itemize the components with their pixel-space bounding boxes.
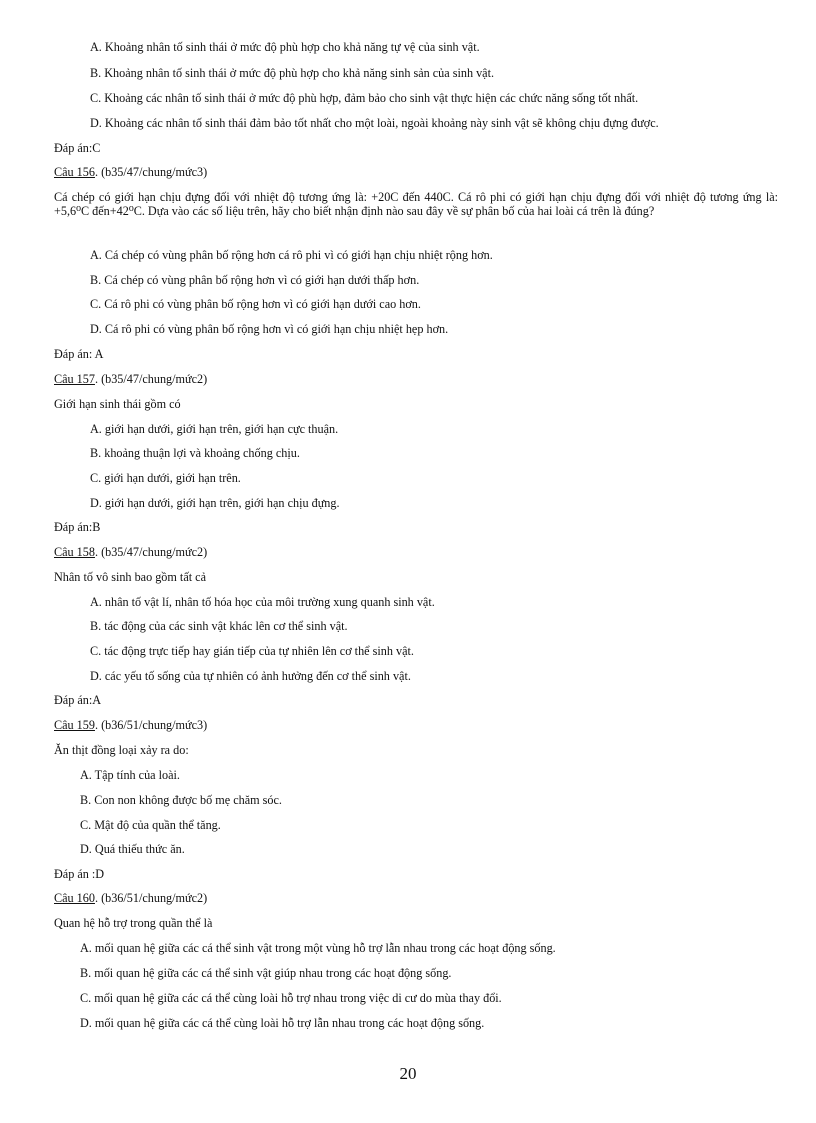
option-b: B. khoảng thuận lợi và khoảng chống chịu.	[90, 446, 300, 460]
option-a: A. Khoảng nhân tố sinh thái ở mức độ phù hợp cho khả năng tự vệ của sinh vật.	[90, 40, 480, 54]
option-a: A. Cá chép có vùng phân bố rộng hơn cá rô phi vì có giới hạn chịu nhiệt rộng hơn.	[90, 248, 493, 262]
option-a: A. Tập tính của loài.	[80, 768, 180, 782]
question-number: Câu 156	[54, 165, 95, 179]
question-number: Câu 157	[54, 372, 95, 386]
question-header	[54, 165, 207, 180]
option-c: C. Mật độ của quần thể tăng.	[80, 818, 221, 832]
question-tag: . (b36/51/chung/mức2)	[94, 891, 208, 905]
option-b: B. mối quan hệ giữa các cá thể sinh vật giúp nhau trong các hoạt động sống.	[80, 966, 452, 980]
question-tag: . (b36/51/chung/mức3)	[94, 718, 208, 732]
option-d: D. Khoảng các nhân tố sinh thái đảm bảo tốt nhất cho một loài, ngoài khoảng này sinh vật sẽ không chịu đựng được.	[90, 116, 659, 130]
question-tag: . (b35/47/chung/mức3)	[94, 165, 208, 179]
answer-label: Đáp án:A	[54, 693, 102, 707]
question-tag: . (b35/47/chung/mức2)	[94, 545, 208, 559]
option-a: A. giới hạn dưới, giới hạn trên, giới hạn cực thuận.	[90, 422, 339, 436]
option-c: C. Khoảng các nhân tố sinh thái ở mức độ phù hợp, đảm bảo cho sinh vật thực hiện các chức năng sống tốt nhất.	[90, 91, 639, 105]
answer-label: Đáp án:B	[54, 520, 101, 534]
page-number: 20	[399, 1064, 417, 1083]
question-tag: . (b35/47/chung/mức2)	[94, 372, 208, 386]
option-c: C. giới hạn dưới, giới hạn trên.	[90, 471, 241, 485]
question-number: Câu 158	[54, 545, 95, 559]
option-b: B. Khoảng nhân tố sinh thái ở mức độ phù hợp cho khả năng sinh sản của sinh vật.	[90, 66, 495, 80]
option-c: C. Cá rô phi có vùng phân bố rộng hơn vì có giới hạn dưới cao hơn.	[90, 297, 421, 311]
option-a: A. nhân tố vật lí, nhân tố hóa học của môi trường xung quanh sinh vật.	[90, 595, 435, 609]
question-stem: Cá chép có giới hạn chịu đựng đối với nhiệt độ tương ứng là: +20C đến 440C. Cá rô phi có giới hạn chịu đựng đối với nhiệt độ tương ứng là: +5,6⁰C đến+42⁰C. Dựa vào các số liệu trên, hãy cho biết nhận định nào sau đây về sự phân bố của hai loài cá trên là đúng?	[54, 190, 778, 218]
question-stem: Quan hệ hỗ trợ trong quần thể là	[54, 916, 213, 930]
question-header	[54, 891, 207, 906]
question-number: Câu 160	[54, 891, 95, 905]
option-d: D. Cá rô phi có vùng phân bố rộng hơn vì có giới hạn chịu nhiệt hẹp hơn.	[90, 322, 449, 336]
option-c: C. mối quan hệ giữa các cá thể cùng loài hỗ trợ nhau trong việc di cư do mùa thay đổi.	[80, 991, 502, 1005]
answer-label: Đáp án :D	[54, 867, 105, 881]
question-stem: Nhân tố vô sinh bao gồm tất cả	[54, 570, 206, 584]
answer-label: Đáp án:C	[54, 141, 101, 155]
question-stem: Giới hạn sinh thái gồm có	[54, 397, 181, 411]
option-d: D. các yếu tố sống của tự nhiên có ảnh hưởng đến cơ thể sinh vật.	[90, 669, 411, 683]
option-a: A. mối quan hệ giữa các cá thể sinh vật trong một vùng hỗ trợ lẫn nhau trong các hoạt động sống.	[80, 941, 556, 955]
question-stem: Ăn thịt đồng loại xảy ra do:	[54, 743, 189, 757]
option-d: D. giới hạn dưới, giới hạn trên, giới hạn chịu đựng.	[90, 496, 340, 510]
option-c: C. tác động trực tiếp hay gián tiếp của tự nhiên lên cơ thể sinh vật.	[90, 644, 414, 658]
option-b: B. Con non không được bố mẹ chăm sóc.	[80, 793, 282, 807]
question-header	[54, 372, 207, 387]
answer-label: Đáp án: A	[54, 347, 104, 361]
option-d: D. Quá thiếu thức ăn.	[80, 842, 185, 856]
question-number: Câu 159	[54, 718, 95, 732]
question-header	[54, 718, 207, 733]
option-b: B. tác động của các sinh vật khác lên cơ thể sinh vật.	[90, 619, 348, 633]
question-header	[54, 545, 207, 560]
option-d: D. mối quan hệ giữa các cá thể cùng loài hỗ trợ lẫn nhau trong các hoạt động sống.	[80, 1016, 485, 1030]
option-b: B. Cá chép có vùng phân bố rộng hơn vì có giới hạn dưới thấp hơn.	[90, 273, 420, 287]
